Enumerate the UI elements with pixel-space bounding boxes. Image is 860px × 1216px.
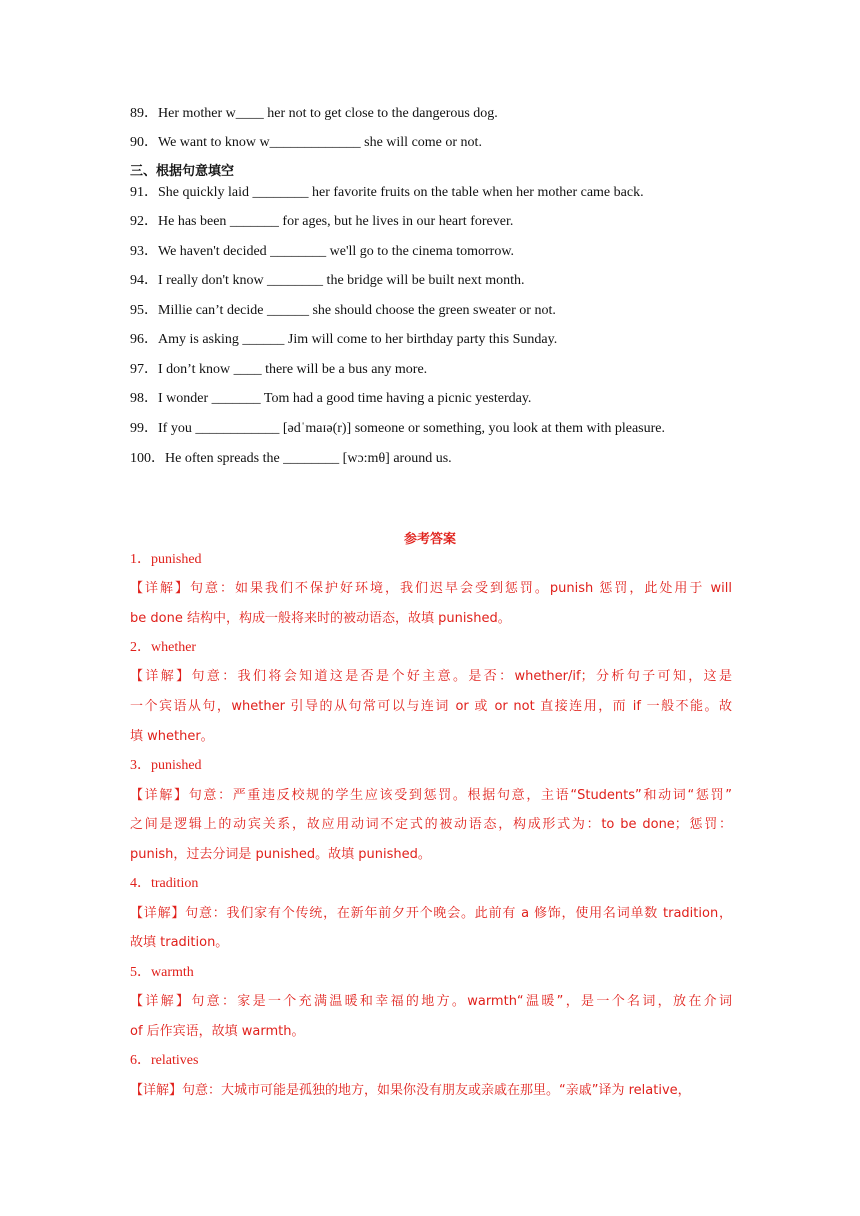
section-heading: 三、根据句意填空 (130, 164, 235, 179)
answer-2-explanation-line (130, 668, 732, 686)
question-text: If you ____________ [ədˈmaɪə(r)] someone or something, you look at them with pleasure. (158, 421, 665, 436)
explanation-text: 【详解】句意：如果我们不保护好环境，我们迟早会受到惩罚。punish 惩罚，此处用于 will (130, 581, 732, 596)
explanation-text: 之间是逻辑上的动宾关系，故应用动词不定式的被动语态，构成形式为：to be done；惩罚： (130, 817, 732, 832)
answer-1-explanation-line (130, 580, 732, 598)
answer-5-explanation-line (130, 993, 732, 1011)
question-number: 90． (130, 135, 158, 150)
explanation-text: 【详解】句意：我们家有个传统，在新年前夕开个晚会。此前有 a 修饰，使用名词单数 tradition， (130, 906, 732, 921)
answer-1-explanation-line (130, 610, 732, 628)
answer-2-head: 2．whether (130, 640, 197, 655)
question-number: 94． (130, 273, 158, 288)
question-94 (130, 272, 524, 290)
explanation-text: 故填 tradition。 (130, 935, 229, 950)
explanation-text: 一个宾语从句，whether 引导的从句常可以与连词 or 或 or not 直接连用，而 if 一般不能。故 (130, 699, 732, 714)
question-97 (130, 361, 427, 379)
question-text: I wonder _______ Tom had a good time having a picnic yesterday. (158, 391, 532, 406)
explanation-text: 【详解】句意：我们将会知道这是否是个好主意。是否：whether/if；分析句子可知，这是 (130, 669, 732, 684)
answer-key-title: 参考答案 (403, 532, 456, 547)
question-93 (130, 243, 514, 261)
question-text: I don’t know ____ there will be a bus any more. (158, 362, 428, 377)
answer-4-explanation-line (130, 934, 732, 952)
question-number: 96． (130, 332, 158, 347)
question-95 (130, 302, 556, 320)
explanation-text: 【详解】句意：严重违反校规的学生应该受到惩罚。根据句意，主语“Students”和动词“惩罚” (130, 788, 732, 803)
question-92 (130, 213, 513, 231)
answer-5-explanation-line (130, 1023, 732, 1041)
question-number: 99． (130, 421, 158, 436)
explanation-text: punish，过去分词是 punished。故填 punished。 (130, 847, 431, 862)
question-100 (130, 450, 452, 468)
question-98 (130, 390, 531, 408)
question-number: 100． (130, 451, 165, 466)
question-number: 97． (130, 362, 158, 377)
answer-2-explanation-line (130, 698, 732, 716)
question-text: Her mother w____ her not to get close to the dangerous dog. (158, 106, 498, 121)
answer-3-explanation-line (130, 787, 732, 805)
question-text: Millie can’t decide ______ she should choose the green sweater or not. (158, 303, 556, 318)
question-number: 95． (130, 303, 158, 318)
answer-4-explanation-line (130, 905, 732, 923)
question-text: I really don't know ________ the bridge will be built next month. (158, 273, 525, 288)
explanation-text: 填 whether。 (130, 729, 214, 744)
question-text: We want to know w_____________ she will come or not. (158, 135, 482, 150)
question-number: 93． (130, 244, 158, 259)
question-number: 98． (130, 391, 158, 406)
question-number: 89． (130, 106, 158, 121)
question-96 (130, 331, 557, 349)
answer-4-head: 4．tradition (130, 876, 199, 891)
question-number: 92． (130, 214, 158, 229)
question-text: Amy is asking ______ Jim will come to her birthday party this Sunday. (158, 332, 558, 347)
question-text: She quickly laid ________ her favorite fruits on the table when her mother came back. (158, 185, 644, 200)
explanation-text: be done 结构中，构成一般将来时的被动语态，故填 punished。 (130, 611, 511, 626)
explanation-text: 【详解】句意：大城市可能是孤独的地方，如果你没有朋友或亲戚在那里。“亲戚”译为 relative， (130, 1083, 691, 1098)
question-89 (130, 105, 498, 123)
answer-2-explanation-line (130, 728, 732, 746)
answer-6-head: 6．relatives (130, 1053, 199, 1068)
question-91 (130, 184, 644, 202)
answer-6-explanation-line (130, 1082, 732, 1100)
answer-3-head: 3．punished (130, 758, 202, 773)
question-90 (130, 134, 482, 152)
question-text: We haven't decided ________ we'll go to the cinema tomorrow. (158, 244, 515, 259)
explanation-text: 【详解】句意：家是一个充满温暖和幸福的地方。warmth“温暖”，是一个名词，放在介词 (130, 994, 732, 1009)
question-number: 91． (130, 185, 158, 200)
answer-1-head: 1．punished (130, 552, 202, 567)
answer-3-explanation-line (130, 816, 732, 834)
explanation-text: of 后作宾语，故填 warmth。 (130, 1024, 305, 1039)
question-text: He has been _______ for ages, but he lives in our heart forever. (158, 214, 514, 229)
answer-5-head: 5．warmth (130, 965, 194, 980)
answer-3-explanation-line (130, 846, 732, 864)
question-text: He often spreads the ________ [wɔ:mθ] around us. (165, 451, 452, 466)
question-99 (130, 420, 665, 438)
